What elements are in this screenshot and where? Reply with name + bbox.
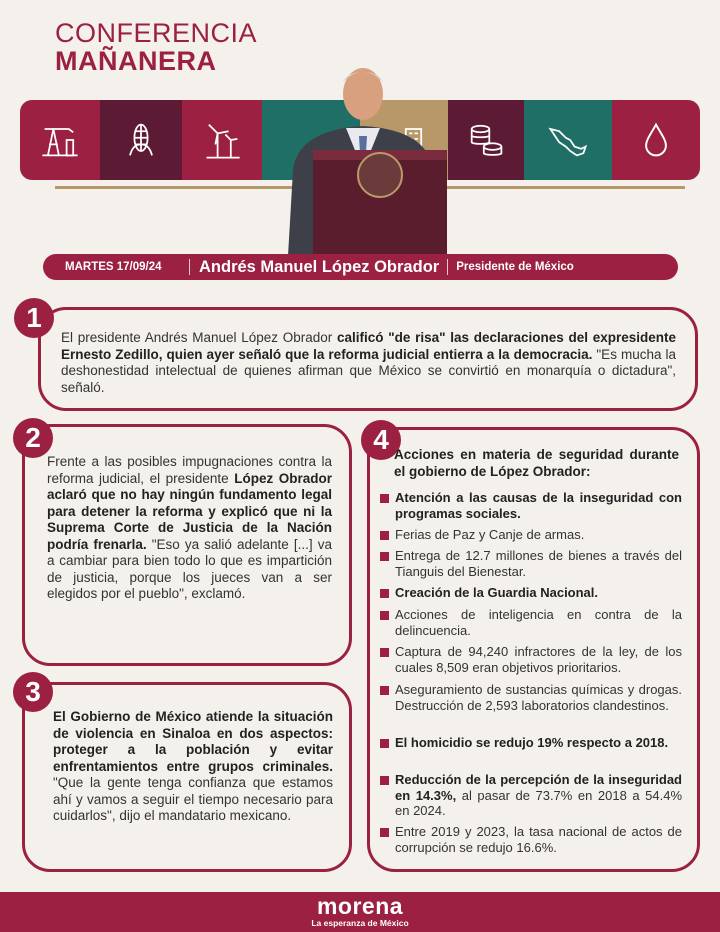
wind-tile: [182, 100, 262, 180]
date: MARTES 17/09/24: [65, 261, 162, 273]
section-4-title: Acciones en materia de seguridad durante el gobierno de López Obrador:: [394, 447, 679, 479]
list-item: Acciones de inteligencia en contra de la delincuencia.: [380, 607, 682, 638]
speaker-role: Presidente de México: [456, 261, 574, 273]
list-item: Creación de la Guardia Nacional.: [380, 585, 682, 601]
list-item: El homicidio se redujo 19% respecto a 2018.: [380, 735, 682, 751]
bullet-square-icon: [380, 686, 389, 695]
bullet-square-icon: [380, 828, 389, 837]
separator: [447, 259, 448, 275]
corn-tile: [100, 100, 182, 180]
section-2-quote: "Eso ya salió adelante [...] va a cambiar para bien todo lo que es impartición de justicia, porque los jueces van a ser elegidos por el pueblo", exclamó.: [47, 536, 332, 601]
section-1-text: [61, 330, 676, 396]
section-3-text: [53, 709, 333, 825]
section-3-quote: "Que la gente tenga confianza que estamos ahí y vamos a seguir el tiempo necesario para cuidarlos", dijo el mandatario mexicano.: [53, 775, 333, 823]
header-title-line1: CONFERENCIA: [55, 18, 258, 48]
wind-turbine-icon: [200, 118, 244, 162]
section-1-quote: "Es mucha la deshonestidad intelectual de quienes afirman que México se convirtió en monarquía o dictadura", señaló.: [61, 346, 676, 395]
header-title-line2: MAÑANERA: [55, 46, 217, 76]
section-3-badge: 3: [13, 672, 53, 712]
map-tile: [524, 100, 612, 180]
name-bar: [43, 254, 678, 280]
section-1-badge: 1: [14, 298, 54, 338]
list-item: Ferias de Paz y Canje de armas.: [380, 527, 682, 543]
list-item: Reducción de la percepción de la inseguridad en 14.3%, al pasar de 73.7% en 2018 a 54.4% en 2024.: [380, 772, 682, 819]
coins-tile: [448, 100, 524, 180]
list-item: Atención a las causas de la inseguridad con programas sociales.: [380, 490, 682, 521]
separator: [189, 259, 190, 275]
bullet-square-icon: [380, 776, 389, 785]
coins-icon: [464, 118, 508, 162]
section-1-plain: El presidente Andrés Manuel López Obrador: [61, 330, 337, 345]
mexico-map-icon: [546, 118, 590, 162]
bullet-square-icon: [380, 531, 389, 540]
drop-tile: [612, 100, 700, 180]
section-1-bold: calificó "de risa" las declaraciones del expresidente Ernesto Zedillo, quien ayer señaló que la reforma judicial entierra a la democracia.: [61, 330, 676, 362]
list-item: Captura de 94,240 infractores de la ley, de los cuales 8,509 eran objetivos prioritarios.: [380, 644, 682, 675]
section-2-badge: 2: [13, 418, 53, 458]
section-2-text: [47, 454, 332, 603]
bullet-square-icon: [380, 589, 389, 598]
section-4-badge: 4: [361, 420, 401, 460]
bullet-square-icon: [380, 552, 389, 561]
list-item: Entrega de 12.7 millones de bienes a través del Tianguis del Bienestar.: [380, 548, 682, 579]
bullet-square-icon: [380, 494, 389, 503]
logo-tagline: La esperanza de México: [311, 918, 409, 928]
list-item: Aseguramiento de sustancias químicas y drogas. Destrucción de 2,593 laboratorios clandestinos.: [380, 682, 682, 713]
section-2-bold: López Obrador aclaró que no hay ningún fundamento legal para detener la reforma y explicó que ni la Suprema Corte de Justicia de la Nación podría frenarla.: [47, 470, 332, 552]
bullet-square-icon: [380, 611, 389, 620]
speaker-name: Andrés Manuel López Obrador: [199, 257, 440, 276]
morena-logo: morena: [316, 893, 404, 919]
section-3-bold: El Gobierno de México atiende la situación de violencia en Sinaloa en dos aspectos: proteger a la población y evitar enfrentamientos entre grupos criminales.: [53, 709, 333, 774]
oil-drop-icon: [634, 118, 678, 162]
bullet-square-icon: [380, 648, 389, 657]
list-item: Entre 2019 y 2023, la tasa nacional de actos de corrupción se redujo 16.6%.: [380, 824, 682, 855]
corn-icon: [119, 118, 163, 162]
speaker-portrait: [268, 60, 458, 256]
bullet-square-icon: [380, 739, 389, 748]
oil-pump-icon: [38, 118, 82, 162]
section-2-plain: Frente a las posibles impugnaciones contra la reforma judicial, el presidente: [47, 454, 332, 486]
oil-pump-tile: [20, 100, 100, 180]
